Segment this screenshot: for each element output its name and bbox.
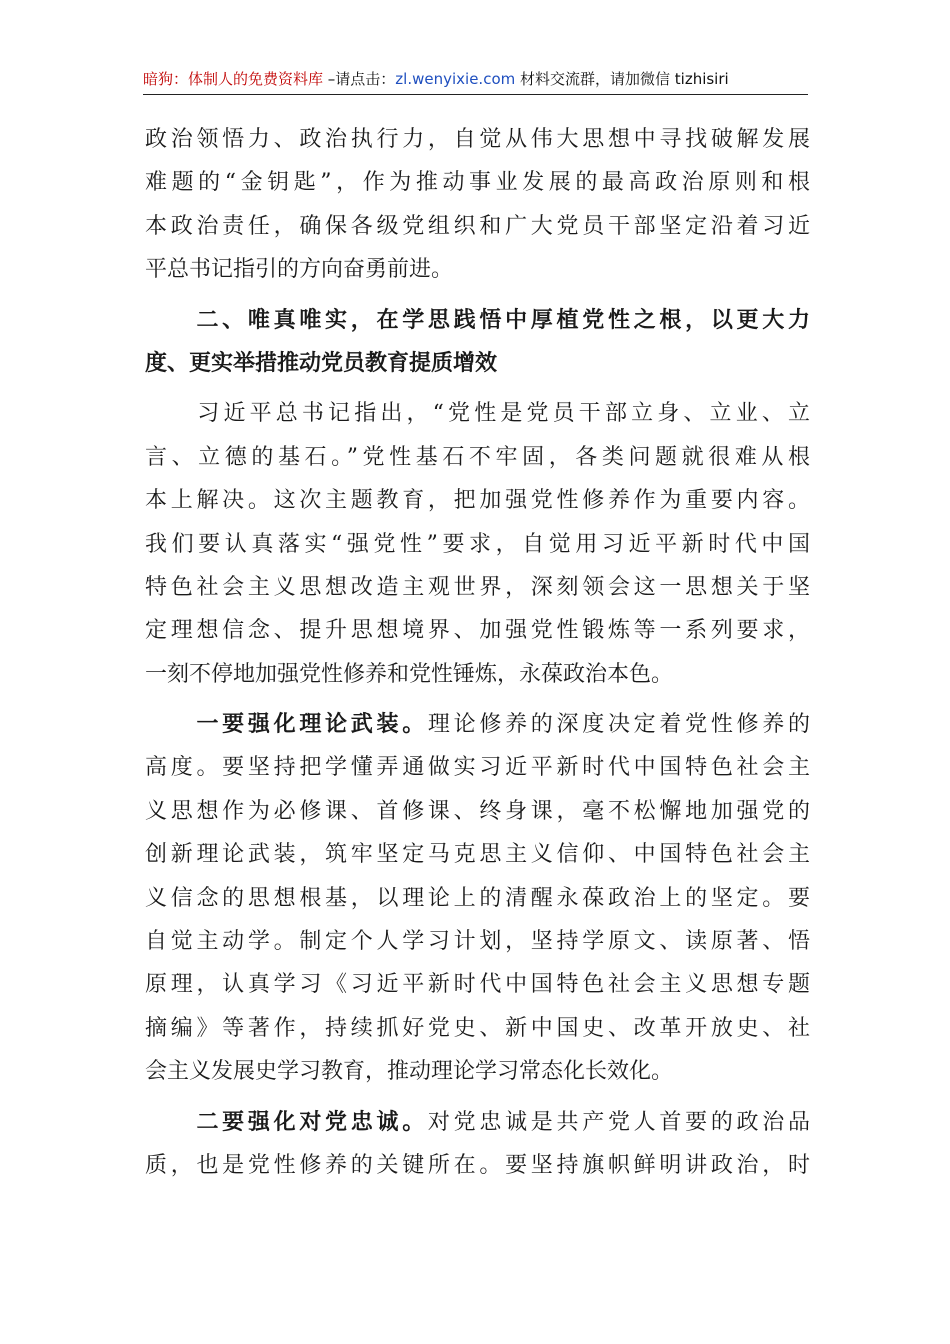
text-line <box>145 703 810 746</box>
text-line: 义信念的思想根基，以理论上的清醒永葆政治上的坚定。要 <box>145 885 810 911</box>
text-line: 质，也是党性修养的关键所在。要坚持旗帜鲜明讲政治，时 <box>145 1152 810 1178</box>
paragraph-4 <box>145 1101 810 1188</box>
text-line: 高度。要坚持把学懂弄通做实习近平新时代中国特色社会主 <box>145 755 810 781</box>
header-click-prompt: –请点击： <box>323 70 396 88</box>
text-line: 自觉主动学。制定个人学习计划，坚持学原文、读原著、悟 <box>145 929 810 955</box>
heading-line: 度、更实举措推动党员教育提质增效 <box>145 350 498 376</box>
text-line: 平总书记指引的方向奋勇前进。 <box>145 257 454 283</box>
text-line: 言、立德的基石。”党性基石不牢固，各类问题就很难从根 <box>145 444 810 470</box>
text-line: 本上解决。这次主题教育，把加强党性修养作为重要内容。 <box>145 488 810 514</box>
text-line: 原理，认真学习《习近平新时代中国特色社会主义思想专题 <box>145 972 810 998</box>
text-line: 创新理论武装，筑牢坚定马克思主义信仰、中国特色社会主 <box>145 842 810 868</box>
document-body <box>145 118 810 1187</box>
text-line: 特色社会主义思想改造主观世界，深刻领会这一思想关于坚 <box>145 574 810 600</box>
header-url-link[interactable]: zl.wenyixie.com <box>395 70 516 88</box>
header-site-name: 暗狗：体制人的免费资料库 <box>143 70 324 88</box>
text-line: 政治领悟力、政治执行力，自觉从伟大思想中寻找破解发展 <box>145 127 810 152</box>
text-line: 义思想作为必修课、首修课、终身课，毫不松懈地加强党的 <box>145 798 810 824</box>
heading-line: 二、唯真唯实，在学思践悟中厚植党性之根，以更大力 <box>145 307 810 333</box>
paragraph-2 <box>145 392 810 696</box>
page-header <box>143 68 808 95</box>
text-line: 难题的“金钥匙”，作为推动事业发展的最高政治原则和根 <box>145 170 810 196</box>
header-wechat-note: 材料交流群，请加微信 tizhisiri <box>515 70 729 88</box>
text-line: 一刻不停地加强党性修养和党性锤炼，永葆政治本色。 <box>145 661 674 687</box>
text-line: 本政治责任，确保各级党组织和广大党员干部坚定沿着习近 <box>145 213 810 239</box>
paragraph-lead-rest: 对党忠诚是共产党人首要的政治品 <box>427 1109 810 1135</box>
paragraph-1 <box>145 118 810 292</box>
section-heading <box>145 299 810 386</box>
text-line: 习近平总书记指出，“党性是党员干部立身、立业、立 <box>145 401 810 427</box>
text-line <box>145 1101 810 1144</box>
text-line: 会主义发展史学习教育，推动理论学习常态化长效化。 <box>145 1059 674 1085</box>
text-line: 我们要认真落实“强党性”要求，自觉用习近平新时代中国 <box>145 531 810 557</box>
paragraph-3 <box>145 703 810 1094</box>
paragraph-lead-bold: 一要强化理论武装。 <box>145 712 428 738</box>
text-line: 定理想信念、提升思想境界、加强党性锻炼等一系列要求， <box>145 618 810 644</box>
text-line: 摘编》等著作，持续抓好党史、新中国史、改革开放史、社 <box>145 1015 810 1041</box>
paragraph-lead-bold: 二要强化对党忠诚。 <box>145 1109 428 1135</box>
paragraph-lead-rest: 理论修养的深度决定着党性修养的 <box>427 712 810 738</box>
